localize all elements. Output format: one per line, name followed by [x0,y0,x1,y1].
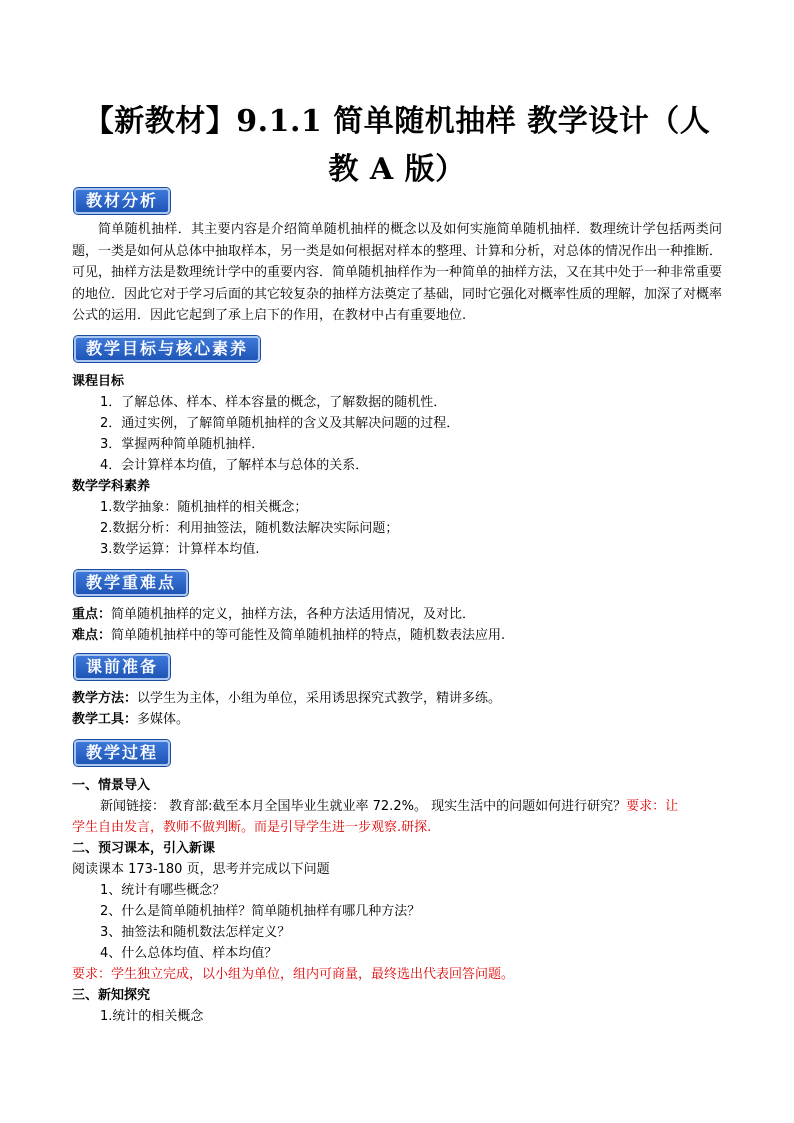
focus-line [72,605,475,624]
focus-text: 简单随机抽样的定义，抽样方法，各种方法适用情况，及对比． [111,607,476,622]
reading-instruction: 阅读课本 173-180 页，思考并完成以下问题 [72,862,330,877]
method-text: 以学生为主体，小组为单位，采用诱思探究式教学，精讲多练。 [137,691,502,706]
goal-item: 1．了解总体、样本、样本容量的概念，了解数据的随机性． [100,395,447,410]
literacy-item: 3.数学运算：计算样本均值. [100,542,260,557]
section-badge-preparation: 课前准备 [74,654,170,680]
group-requirement: 要求：学生独立完成，以小组为单位，组内可商量，最终选出代表回答问题。 [72,967,515,982]
title-line-1: 【新教材】9.1.1 简单随机抽样 教学设计（人 [83,104,711,139]
goal-item: 4．会计算样本均值，了解样本与总体的关系． [100,458,369,473]
literacy-heading: 数学学科素养 [72,479,151,494]
method-label: 教学方法： [72,691,138,706]
process-part1-heading: 一、情景导入 [72,778,151,793]
process-part3-heading: 三、新知探究 [72,988,151,1003]
question-item: 2、什么是简单随机抽样？简单随机抽样有哪几种方法？ [100,904,421,919]
news-link-text: 新闻链接： 教育部:截至本月全国毕业生就业率 72.2%。 现实生活中的问题如何进行研究？ [100,799,627,814]
analysis-paragraph: 简单随机抽样．其主要内容是介绍简单随机抽样的概念以及如何实施简单随机抽样．数理统计学包括两类问题，一类是如何从总体中抽取样本，另一类是如何根据对样本的整理、计算和分析，对总体的情况作出一种推断．可见，抽样方法是数理统计学中的重要内容．简单随机抽样作为一种简单的抽样方法，又在其中处于一种非常重要的地位．因此它对于学习后面的其它较复杂的抽样方法奠定了基础，同时它强化对概率性质的理解，加深了对概率公式的运用．因此它起到了承上启下的作用，在教材中占有重要地位. [72,222,723,323]
difficulty-line [72,626,505,645]
process-part2-heading: 二、预习课本，引入新课 [72,841,216,856]
goal-item: 3．掌握两种简单随机抽样． [100,437,265,452]
question-item: 3、抽签法和随机数法怎样定义？ [100,925,291,940]
focus-label: 重点： [72,607,112,622]
requirement-text-start: 要求：让 [626,799,679,814]
difficulty-label: 难点： [72,628,112,643]
difficulty-text: 简单随机抽样中的等可能性及简单随机抽样的特点，随机数表法应用. [111,628,506,643]
literacy-item: 1.数学抽象：随机抽样的相关概念； [100,500,308,515]
title-line-2: 教 A 版） [328,152,466,187]
section-badge-key-points: 教学重难点 [74,570,188,596]
document-title [72,98,722,194]
goal-item: 2．通过实例，了解简单随机抽样的含义及其解决问题的过程． [100,416,460,431]
teaching-tools-line [72,710,189,729]
section-badge-analysis: 教材分析 [74,188,170,214]
concept-item: 1.统计的相关概念 [100,1009,204,1024]
section-badge-process: 教学过程 [74,740,170,766]
literacy-item: 2.数据分析：利用抽签法，随机数法解决实际问题； [100,521,399,536]
requirement-text-continued: 学生自由发言，教师不做判断。而是引导学生进一步观察.研探. [72,820,432,835]
question-item: 4、什么总体均值、样本均值？ [100,946,278,961]
news-link-line [100,797,678,816]
teaching-method-line [72,689,501,708]
tools-text: 多媒体。 [137,712,190,727]
course-goals-heading: 课程目标 [72,374,125,389]
section-badge-goals: 教学目标与核心素养 [74,336,260,362]
question-item: 1、统计有哪些概念？ [100,883,226,898]
tools-label: 教学工具： [72,712,138,727]
